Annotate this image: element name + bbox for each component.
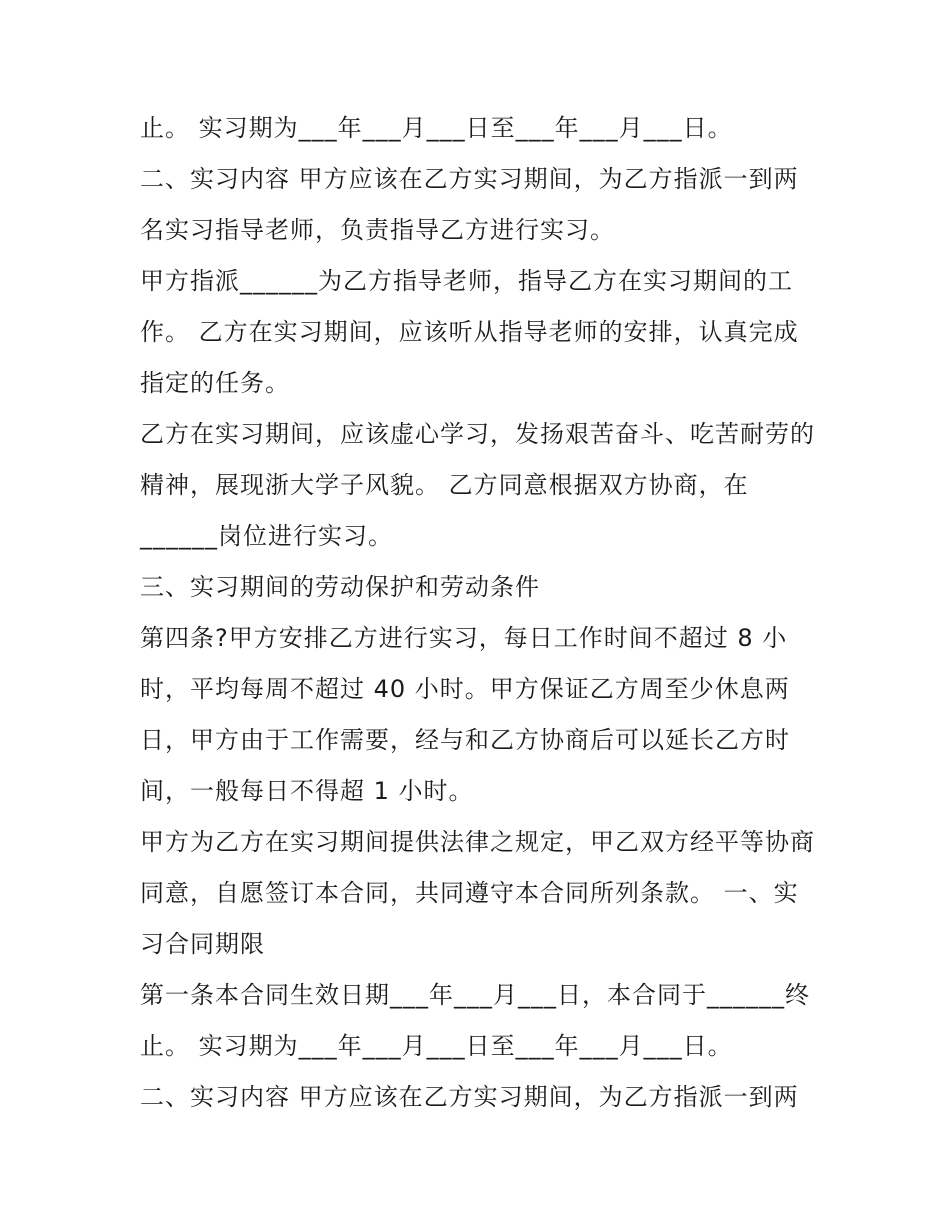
text-line: 二、实习内容 甲方应该在乙方实习期间，为乙方指派一到两 bbox=[140, 165, 799, 193]
section-heading: 三、实习期间的劳动保护和劳动条件 bbox=[140, 573, 540, 601]
text-line: 二、实习内容 甲方应该在乙方实习期间，为乙方指派一到两 bbox=[140, 1083, 799, 1111]
text-line: 名实习指导老师，负责指导乙方进行实习。 bbox=[140, 216, 615, 244]
text-line: 作。 乙方在实习期间，应该听从指导老师的安排，认真完成 bbox=[140, 318, 799, 346]
text-line: 间，一般每日不得超 1 小时。 bbox=[140, 777, 474, 805]
text-line: 甲方为乙方在实习期间提供法律之规定，甲乙双方经平等协商 bbox=[140, 828, 815, 856]
text-line: ______岗位进行实习。 bbox=[140, 522, 393, 550]
text-line: 日，甲方由于工作需要，经与和乙方协商后可以延长乙方时 bbox=[140, 726, 790, 754]
text-line: 同意，自愿签订本合同，共同遵守本合同所列条款。 一、实 bbox=[140, 879, 799, 907]
text-line: 甲方指派______为乙方指导老师，指导乙方在实习期间的工 bbox=[140, 267, 793, 295]
text-line: 第一条本合同生效日期___年___月___日，本合同于______终 bbox=[140, 981, 810, 1009]
text-line: 习合同期限 bbox=[140, 930, 265, 958]
text-line: 精神，展现浙大学子风貌。 乙方同意根据双方协商，在 bbox=[140, 471, 749, 499]
text-line: 乙方在实习期间，应该虚心学习，发扬艰苦奋斗、吃苦耐劳的 bbox=[140, 420, 815, 448]
contract-text bbox=[140, 103, 830, 1123]
text-line: 止。 实习期为___年___月___日至___年___月___日。 bbox=[140, 1032, 733, 1060]
text-line: 止。 实习期为___年___月___日至___年___月___日。 bbox=[140, 114, 733, 142]
text-line: 第四条?甲方安排乙方进行实习，每日工作时间不超过 8 小 bbox=[140, 624, 788, 652]
text-line: 指定的任务。 bbox=[140, 369, 290, 397]
text-line: 时，平均每周不超过 40 小时。甲方保证乙方周至少休息两 bbox=[140, 675, 790, 703]
